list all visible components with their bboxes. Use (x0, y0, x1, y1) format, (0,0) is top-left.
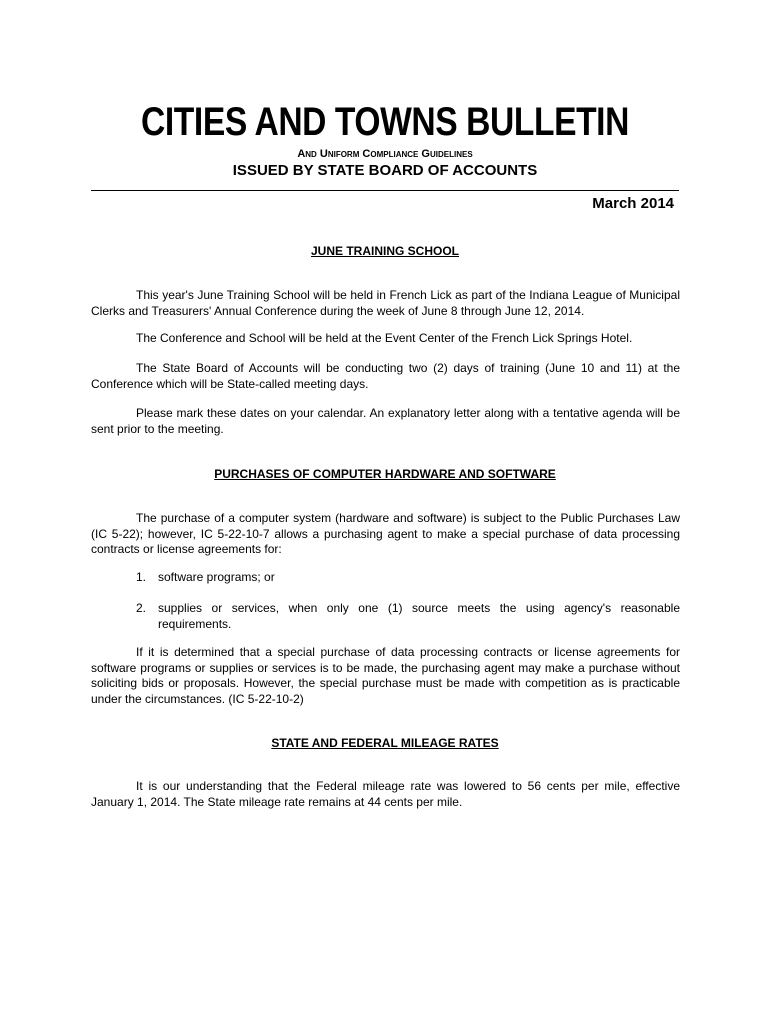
paragraph: If it is determined that a special purchase of data processing contracts or license agreements for software programs or supplies or services is to be made, the purchasing agent may make a purchase without soliciting bids or proposals. However, the special purchase must be made with competition as is practicable under the circumstances. (IC 5-22-10-2) (91, 645, 680, 706)
list-number: 1. (136, 570, 147, 584)
paragraph: The purchase of a computer system (hardware and software) is subject to the Public Purchases Law (IC 5-22); however, IC 5-22-10-7 allows a purchasing agent to make a special purchase of data processing contracts or license agreements for: (91, 511, 680, 556)
paragraph: This year's June Training School will be held in French Lick as part of the Indiana League of Municipal Clerks and Treasurers' Annual Conference during the week of June 8 through June 12, 2014. (91, 288, 680, 318)
header-divider (91, 190, 679, 191)
paragraph: Please mark these dates on your calendar. An explanatory letter along with a tentative agenda will be sent prior to the meeting. (91, 406, 680, 436)
list-item (136, 601, 680, 632)
bulletin-date: March 2014 (592, 195, 674, 212)
list-item (136, 570, 680, 586)
list-text: software programs; or (158, 570, 275, 584)
section-heading-computer-purchases: PURCHASES OF COMPUTER HARDWARE AND SOFTWARE (214, 467, 556, 481)
paragraph: The Conference and School will be held at the Event Center of the French Lick Springs Hotel. (136, 331, 633, 345)
bulletin-subtitle: And Uniform Compliance Guidelines (297, 148, 473, 160)
issued-by-line: ISSUED BY STATE BOARD OF ACCOUNTS (232, 162, 538, 179)
section-heading-june-training: JUNE TRAINING SCHOOL (310, 244, 459, 258)
bulletin-title: CITIES AND TOWNS BULLETIN (141, 100, 629, 144)
section-heading-mileage-rates: STATE AND FEDERAL MILEAGE RATES (271, 736, 499, 750)
paragraph: The State Board of Accounts will be conducting two (2) days of training (June 10 and 11) at the Conference which will be State-called meeting days. (91, 361, 680, 391)
list-text: supplies or services, when only one (1) source meets the using agency's reasonable requirements. (158, 601, 680, 631)
list-number: 2. (136, 601, 147, 615)
paragraph: It is our understanding that the Federal mileage rate was lowered to 56 cents per mile, effective January 1, 2014. The State mileage rate remains at 44 cents per mile. (91, 779, 680, 809)
